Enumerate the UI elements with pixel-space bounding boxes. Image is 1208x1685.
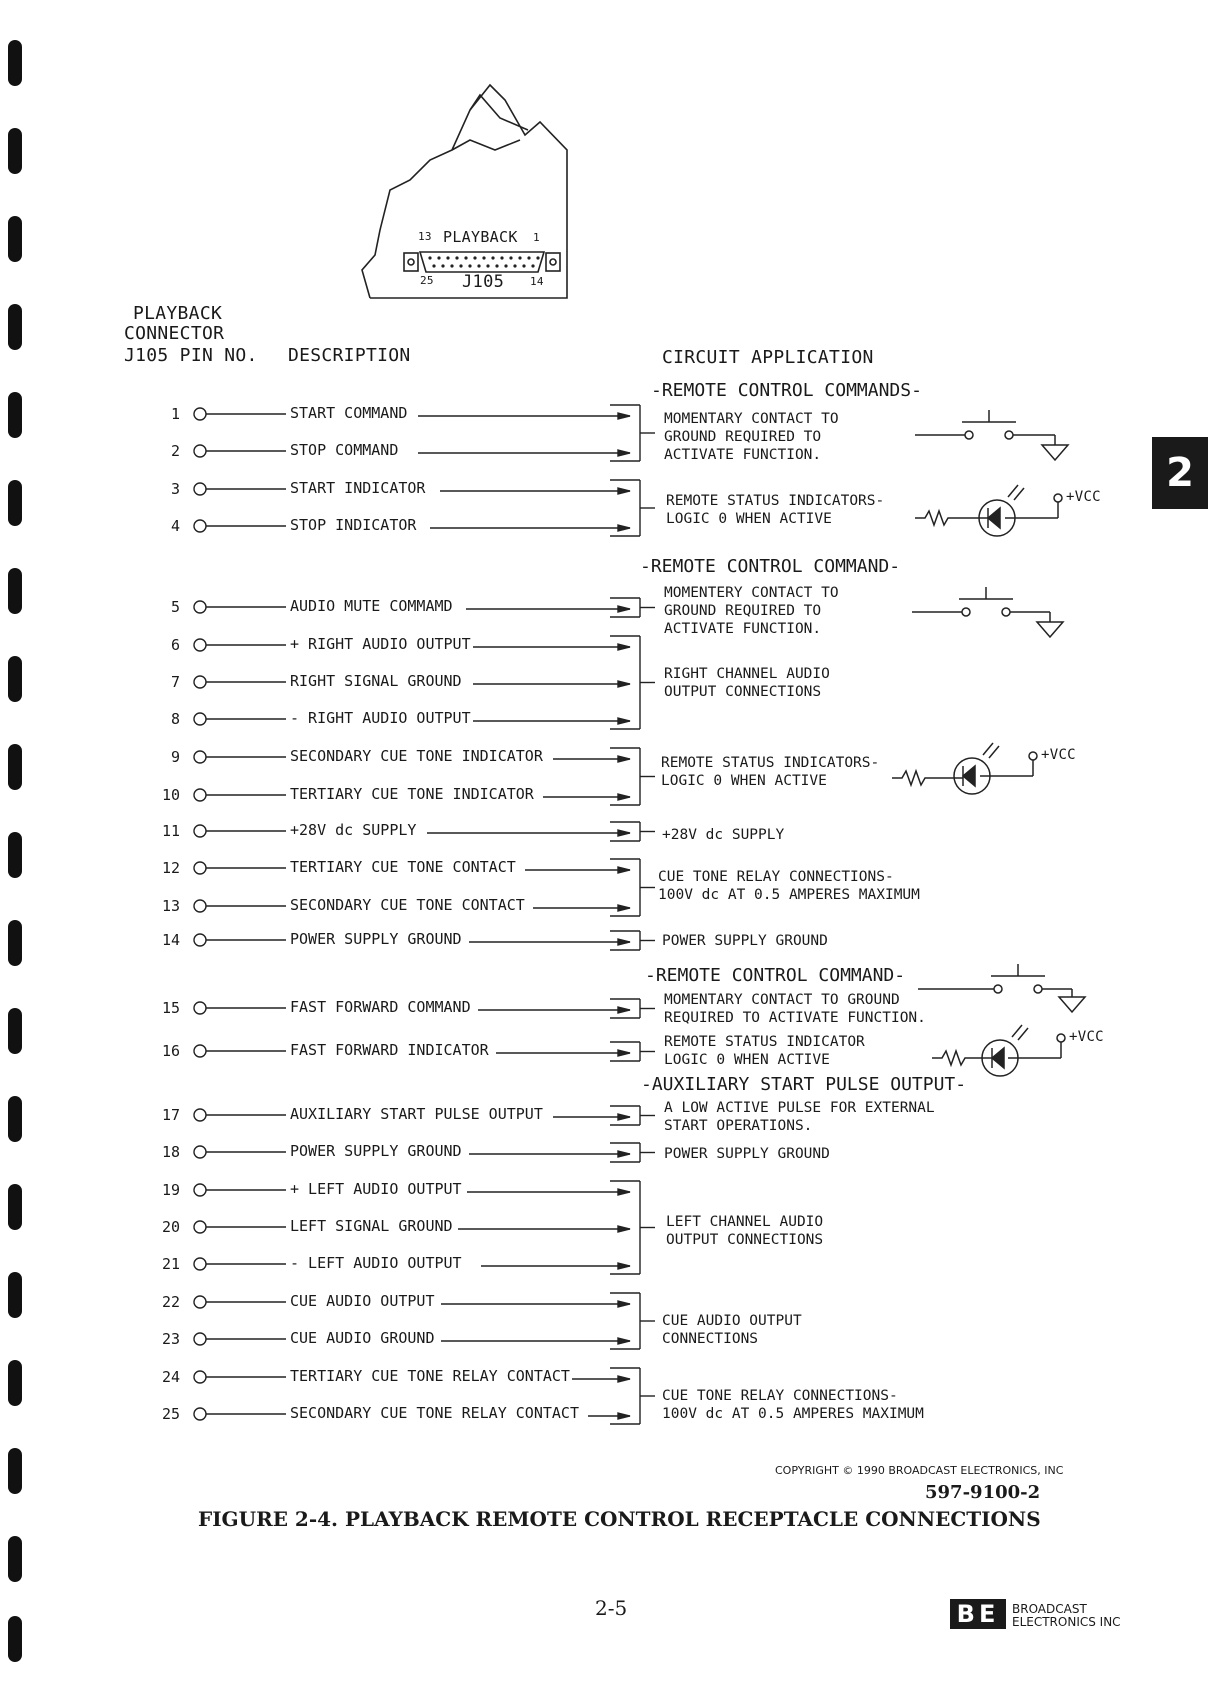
arrowhead [618, 413, 630, 419]
pin-description: POWER SUPPLY GROUND [290, 930, 462, 948]
pin-terminal [194, 601, 206, 613]
pin-terminal [194, 900, 206, 912]
pin-terminal [194, 483, 206, 495]
pin-terminal [194, 408, 206, 420]
arrowhead [618, 488, 630, 494]
pushbutton-switch-icon [912, 587, 1063, 637]
application-text: CUE TONE RELAY CONNECTIONS- 100V dc AT 0.5 AMPERES MAXIMUM [662, 1388, 924, 1422]
pin-number: 10 [161, 786, 180, 804]
pin-number: 16 [161, 1042, 180, 1060]
pin-description: FAST FORWARD COMMAND [290, 998, 471, 1016]
application-text: POWER SUPPLY GROUND [664, 1146, 830, 1162]
pin-terminal [194, 789, 206, 801]
pin-terminal [194, 1045, 206, 1057]
pin-number: 20 [161, 1218, 180, 1236]
arrowhead [618, 905, 630, 911]
arrowhead [618, 830, 630, 836]
pin-description: - LEFT AUDIO OUTPUT [290, 1254, 462, 1272]
pin-number: 8 [170, 710, 180, 728]
pin-terminal [194, 1296, 206, 1308]
application-text: MOMENTERY CONTACT TO GROUND REQUIRED TO ACTIVATE FUNCTION. [664, 585, 839, 637]
pin-terminal [194, 1258, 206, 1270]
pin-number: 15 [161, 999, 180, 1017]
pin-description: + RIGHT AUDIO OUTPUT [290, 635, 471, 653]
application-text: CUE TONE RELAY CONNECTIONS- 100V dc AT 0.5 AMPERES MAXIMUM [658, 869, 920, 903]
pin-number: 1 [170, 405, 180, 423]
vcc-label: +VCC [1069, 1029, 1104, 1045]
arrowhead [618, 1338, 630, 1344]
connector-pin-label: 25 [420, 274, 434, 287]
pin-terminal [194, 520, 206, 532]
arrowhead [618, 1114, 630, 1120]
arrowhead [618, 644, 630, 650]
pin-terminal [194, 445, 206, 457]
pin-terminal [194, 751, 206, 763]
pin-description: FAST FORWARD INDICATOR [290, 1041, 489, 1059]
led-indicator-icon [915, 485, 1062, 536]
pin-description: START COMMAND [290, 404, 408, 422]
pin-number: 14 [161, 931, 180, 949]
pin-terminal [194, 1146, 206, 1158]
application-text: POWER SUPPLY GROUND [662, 933, 828, 949]
connector-pin-label: 13 [418, 230, 432, 243]
application-text: MOMENTARY CONTACT TO GROUND REQUIRED TO ACTIVATE FUNCTION. [664, 411, 839, 463]
logo-text: BROADCAST [1012, 1602, 1087, 1616]
panel-outline [362, 85, 567, 298]
application-column-header: CIRCUIT APPLICATION [662, 347, 874, 368]
d-sub-connector [420, 252, 544, 272]
pin-description: LEFT SIGNAL GROUND [290, 1217, 453, 1235]
pin-terminal [194, 934, 206, 946]
pin-description: RIGHT SIGNAL GROUND [290, 672, 462, 690]
arrowhead [618, 1376, 630, 1382]
application-text: CUE AUDIO OUTPUT CONNECTIONS [662, 1313, 802, 1347]
section-heading: -REMOTE CONTROL COMMANDS- [651, 380, 922, 401]
arrowhead [618, 606, 630, 612]
vcc-label: +VCC [1066, 489, 1101, 505]
vcc-label: +VCC [1041, 747, 1076, 763]
led-indicator-icon [932, 1025, 1065, 1076]
pin-number: 13 [161, 897, 180, 915]
description-column-header: DESCRIPTION [288, 345, 411, 366]
application-text: REMOTE STATUS INDICATOR LOGIC 0 WHEN ACTIVE [664, 1034, 865, 1068]
pushbutton-switch-icon [918, 964, 1085, 1012]
arrowhead [618, 1189, 630, 1195]
pin-terminal [194, 1221, 206, 1233]
arrowhead [618, 1007, 630, 1013]
arrowhead [618, 681, 630, 687]
pin-number: 17 [161, 1106, 180, 1124]
pin-number: 11 [161, 822, 180, 840]
pin-number: 4 [170, 517, 180, 535]
pin-description: CUE AUDIO OUTPUT [290, 1292, 435, 1310]
pin-description: SECONDARY CUE TONE CONTACT [290, 896, 525, 914]
connector-label: PLAYBACK [443, 228, 518, 246]
pin-terminal [194, 1408, 206, 1420]
pin-terminal [194, 713, 206, 725]
pin-number: 12 [161, 859, 180, 877]
arrowhead [618, 1151, 630, 1157]
pin-terminal [194, 1109, 206, 1121]
pin-terminal [194, 862, 206, 874]
pin-terminal [194, 1333, 206, 1345]
pin-description: START INDICATOR [290, 479, 426, 497]
pin-number: 9 [170, 748, 180, 766]
pushbutton-switch-icon [915, 410, 1068, 460]
pin-description: STOP COMMAND [290, 441, 399, 459]
application-text: A LOW ACTIVE PULSE FOR EXTERNAL START OPERATIONS. [664, 1100, 935, 1134]
pin-description: AUXILIARY START PULSE OUTPUT [290, 1105, 543, 1123]
pin-number: 5 [170, 598, 180, 616]
pin-number: 24 [161, 1368, 180, 1386]
connector-pin-label: 1 [533, 231, 540, 244]
arrowhead [618, 867, 630, 873]
pin-number: 6 [170, 636, 180, 654]
pin-terminal [194, 1184, 206, 1196]
arrowhead [618, 794, 630, 800]
pin-terminal [194, 639, 206, 651]
pin-description: POWER SUPPLY GROUND [290, 1142, 462, 1160]
arrowhead [618, 939, 630, 945]
pin-terminal [194, 825, 206, 837]
pin-terminal [194, 1002, 206, 1014]
pin-description: AUDIO MUTE COMMAMD [290, 597, 453, 615]
pin-description: + LEFT AUDIO OUTPUT [290, 1180, 462, 1198]
pin-column-header: PLAYBACK [133, 303, 223, 324]
logo-text: ELECTRONICS INC [1012, 1615, 1121, 1629]
pin-number: 7 [170, 673, 180, 691]
connector-name: J105 [462, 272, 505, 292]
pin-terminal [194, 676, 206, 688]
pin-description: TERTIARY CUE TONE CONTACT [290, 858, 516, 876]
arrowhead [618, 1413, 630, 1419]
section-heading: -AUXILIARY START PULSE OUTPUT- [641, 1074, 967, 1095]
pin-number: 19 [161, 1181, 180, 1199]
arrowhead [618, 1226, 630, 1232]
copyright-notice: COPYRIGHT © 1990 BROADCAST ELECTRONICS, INC [775, 1464, 1064, 1477]
section-heading: -REMOTE CONTROL COMMAND- [640, 556, 901, 577]
pin-description: TERTIARY CUE TONE INDICATOR [290, 785, 534, 803]
arrowhead [618, 1263, 630, 1269]
arrowhead [618, 525, 630, 531]
application-text: +28V dc SUPPLY [662, 827, 785, 843]
pin-column-header: CONNECTOR [124, 323, 225, 344]
pin-description: STOP INDICATOR [290, 516, 417, 534]
pin-description: +28V dc SUPPLY [290, 821, 417, 839]
application-text: REMOTE STATUS INDICATORS- LOGIC 0 WHEN ACTIVE [666, 493, 885, 527]
chapter-tab: 2 [1152, 437, 1208, 509]
arrowhead [618, 718, 630, 724]
pin-number: 23 [161, 1330, 180, 1348]
pin-number: 21 [161, 1255, 180, 1273]
pin-description: SECONDARY CUE TONE INDICATOR [290, 747, 543, 765]
pin-number: 22 [161, 1293, 180, 1311]
application-text: RIGHT CHANNEL AUDIO OUTPUT CONNECTIONS [664, 666, 830, 700]
pin-description: SECONDARY CUE TONE RELAY CONTACT [290, 1404, 579, 1422]
pin-number: 3 [170, 480, 180, 498]
figure-caption: FIGURE 2-4. PLAYBACK REMOTE CONTROL RECEPTACLE CONNECTIONS [198, 1507, 1041, 1531]
logo-mark: BE [950, 1599, 1006, 1629]
section-heading: -REMOTE CONTROL COMMAND- [645, 965, 906, 986]
arrowhead [618, 756, 630, 762]
arrowhead [618, 1301, 630, 1307]
pin-description: - RIGHT AUDIO OUTPUT [290, 709, 471, 727]
pin-terminal [194, 1371, 206, 1383]
pin-number: 18 [161, 1143, 180, 1161]
pin-column-header: J105 PIN NO. [124, 345, 258, 366]
application-text: LEFT CHANNEL AUDIO OUTPUT CONNECTIONS [666, 1214, 824, 1248]
pin-description: TERTIARY CUE TONE RELAY CONTACT [290, 1367, 570, 1385]
arrowhead [618, 450, 630, 456]
arrowhead [618, 1050, 630, 1056]
part-number: 597-9100-2 [925, 1482, 1041, 1503]
application-text: REMOTE STATUS INDICATORS- LOGIC 0 WHEN ACTIVE [661, 755, 880, 789]
led-symbols [892, 485, 1065, 1076]
pin-number: 25 [161, 1405, 180, 1423]
pin-description: CUE AUDIO GROUND [290, 1329, 435, 1347]
pin-number: 2 [170, 442, 180, 460]
application-text: MOMENTARY CONTACT TO GROUND REQUIRED TO ACTIVATE FUNCTION. [664, 992, 926, 1026]
connector-pin-label: 14 [530, 275, 544, 288]
led-indicator-icon [892, 743, 1037, 794]
page-number: 2-5 [595, 1596, 628, 1620]
